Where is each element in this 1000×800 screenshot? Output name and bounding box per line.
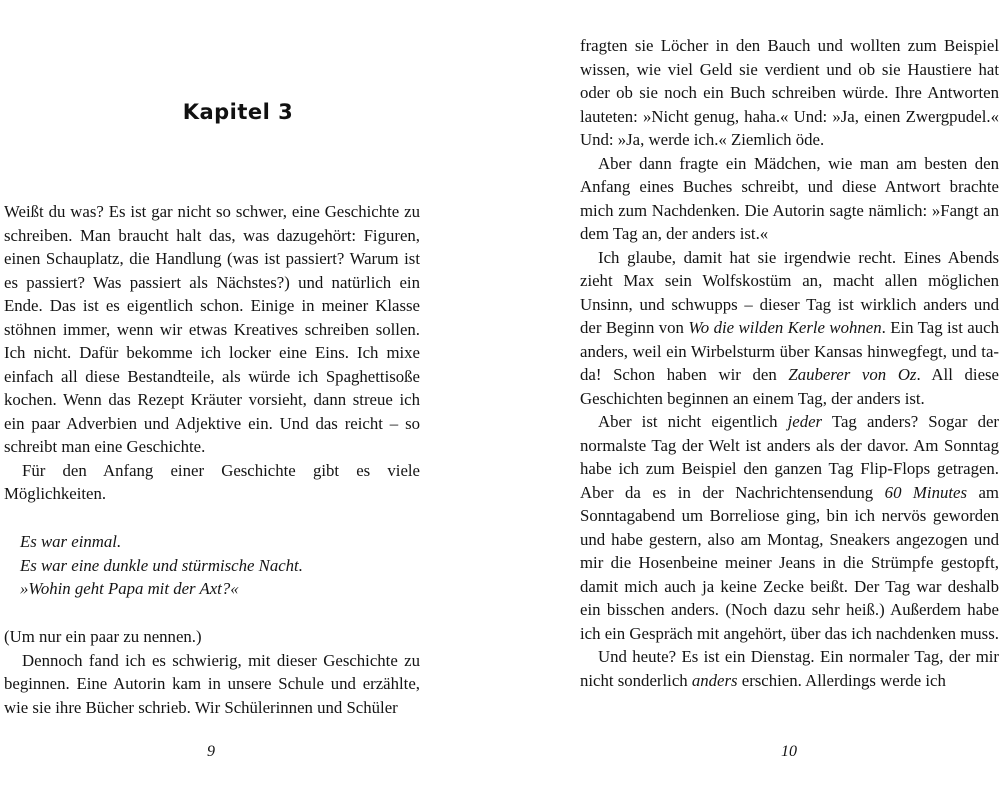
- paragraph: Für den Anfang einer Geschichte gibt es viele Möglichkeiten.: [4, 460, 420, 503]
- show-title: 60 Minutes: [884, 482, 967, 502]
- left-page: [0, 0, 440, 800]
- paragraph: (Um nur ein paar zu nennen.): [4, 627, 202, 646]
- left-text-block-2: [4, 625, 420, 719]
- paragraph: Weißt du was? Es ist gar nicht so schwer, eine Geschichte zu schreiben. Man braucht halt das, was dazugehört: Figuren, einen Schauplatz, die Handlung (was ist passiert? Warum ist es passiert? Was passiert als Nächstes?) und natürlich ein Ende. Das ist es eigentlich schon. Einige in meiner Klasse stöhnen immer, wenn wir etwas Kreatives schreiben sollen. Ich nicht. Dafür bekomme ich locker eine Eins. Ich mixe einfach all diese Bestandteile, als würde ich Spaghettisoße kochen. Wenn das Rezept Kräuter vorsieht, dann streue ich ein paar Adverbien und Adjektive ein. Und das reicht – so schreibt man eine Geschichte.: [4, 202, 420, 456]
- example-line: Es war eine dunkle und stürmische Nacht.: [20, 555, 303, 575]
- example-line: Es war einmal.: [20, 532, 122, 551]
- paragraph: Dennoch fand ich es schwierig, mit dieser Geschichte zu beginnen. Eine Autorin kam in unsere Schule und erzählte, wie sie ihre Bücher schrieb. Wir Schülerinnen und Schüler: [4, 650, 420, 717]
- paragraph: [580, 645, 999, 692]
- paragraph: [580, 410, 999, 645]
- text-run: erschien. Allerdings werde ich: [737, 670, 946, 690]
- text-run: am Sonntagabend um Borreliose ging, bin ich nervös geworden und habe gestern, also am Montag, Sneakers angezogen und mir die Hosenbeine meiner Jeans in die Strümpfe gestopft, damit mich auch ja keine Zecke beißt. Der Tag war deshalb ein bisschen anders. (Noch dazu sehr heiß.) Außerdem habe ich ein Gespräch mit angehört, über das ich nachdenken muss.: [580, 482, 999, 643]
- chapter-title: Kapitel 3: [182, 100, 294, 124]
- book-title: Wo die wilden Kerle wohnen: [688, 318, 882, 337]
- left-text-block-1: [4, 200, 420, 506]
- paragraph: Aber dann fragte ein Mädchen, wie man am besten den Anfang eines Buches schreibt, und diese Antwort brachte mich zum Nachdenken. Die Autorin sagte nämlich: »Fangt an dem Tag an, der anders ist.«: [580, 153, 999, 243]
- emphasis: anders: [691, 670, 738, 690]
- book-title: Zauberer von Oz: [788, 365, 917, 384]
- example-line: »Wohin geht Papa mit der Axt?«: [20, 579, 239, 598]
- paragraph: fragten sie Löcher in den Bauch und wollten zum Beispiel wissen, wie viel Geld sie verdient und ob sie Haustiere hat oder ob sie noch ein Buch schreiben würde. Ihre Antworten lauteten: »Nicht genug, haha.« Und: »Ja, einen Zwergpudel.« Und: »Ja, werde ich.« Ziemlich öde.: [580, 36, 999, 149]
- page-number: 9: [207, 743, 215, 760]
- page-number: 10: [781, 743, 797, 760]
- right-text-block: [580, 34, 999, 692]
- text-run: Aber ist nicht eigentlich: [598, 412, 788, 431]
- text-run: Tag anders? Sogar der normalste Tag der Welt ist anders als der davor. Am Sonntag habe ich zum Beispiel den ganzen Tag Flip-Flops getragen. Aber da es in der Nachrichtensendung: [580, 412, 1000, 502]
- text-run: Und heute? Es ist ein Dienstag. Ein normaler Tag, der mir nicht sonderlich: [580, 647, 999, 690]
- emphasis: jeder: [787, 412, 823, 431]
- text-run: . Ein Tag ist auch anders, weil ein Wirbelsturm über Kansas hinwegfegt, und ta-da! Schon haben wir den: [580, 318, 999, 384]
- paragraph: [580, 246, 999, 411]
- text-run: . All diese Geschichten beginnen an einem Tag, der anders ist.: [580, 365, 1000, 408]
- text-run: Ich glaube, damit hat sie irgendwie recht. Eines Abends zieht Max sein Wolfskostüm an, macht allen möglichen Unsinn, und schwupps – dieser Tag ist wirklich anders und der Beginn von: [580, 247, 999, 337]
- right-page: [560, 0, 1000, 800]
- example-openings: [20, 530, 420, 601]
